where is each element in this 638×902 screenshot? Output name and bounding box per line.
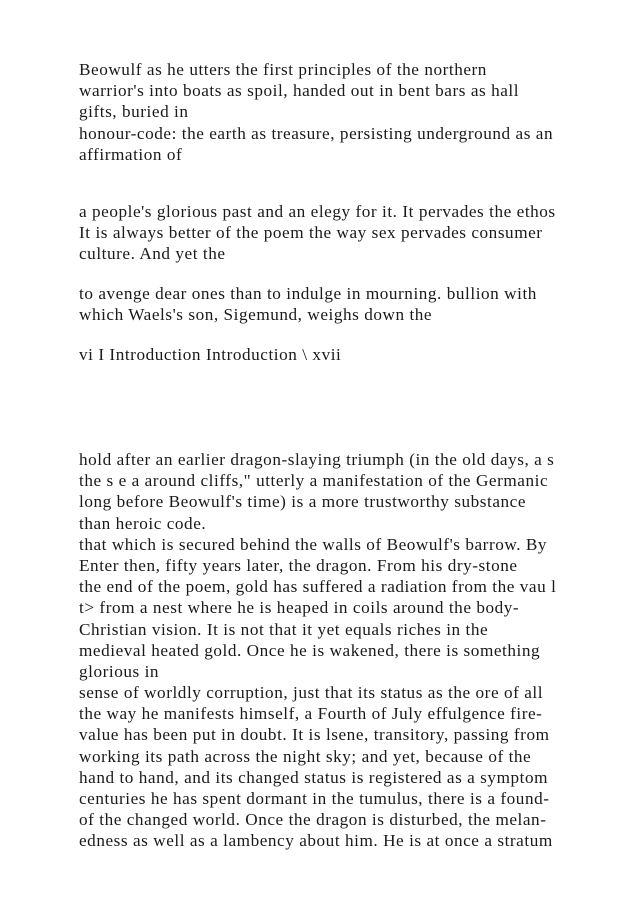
text-line: long before Beowulf's time) is a more trustworthy substance — [79, 492, 526, 512]
text-line: t> from a nest where he is heaped in coils around the body- — [79, 598, 520, 618]
text-line: Christian vision. It is not that it yet equals riches in the — [79, 619, 489, 639]
text-line: It is always better of the poem the way sex pervades consumer — [79, 223, 543, 243]
text-line: vi I Introduction Introduction \ xvii — [79, 345, 342, 364]
text-line: that which is secured behind the walls of Beowulf's barrow. By — [79, 534, 548, 554]
text-line: hand to hand, and its changed status is registered as a symptom — [79, 767, 549, 787]
text-line: edness as well as a lambency about him. He is at once a stratum — [79, 831, 553, 851]
text-line: value has been put in doubt. It is lsene, transitory, passing from — [79, 725, 550, 745]
text-line: sense of worldly corruption, just that its status as the ore of all — [79, 683, 544, 703]
text-line: gifts, buried in — [79, 102, 189, 122]
text-line: the end of the poem, gold has suffered a radiation from the vau l — [79, 577, 557, 597]
text-line: the way he manifests himself, a Fourth of July effulgence fire- — [79, 704, 543, 724]
text-line: Enter then, fifty years later, the dragon. From his dry-stone — [79, 555, 518, 575]
text-line: warrior's into boats as spoil, handed out in bent bars as hall — [79, 81, 520, 101]
text-line: affirmation of — [79, 144, 183, 164]
text-line: a people's glorious past and an elegy for it. It pervades the ethos — [79, 202, 556, 221]
text-line: honour-code: the earth as treasure, persisting underground as an — [79, 123, 554, 143]
text-line: the s e a around cliffs," utterly a manifestation of the Germanic — [79, 471, 549, 491]
text-line: glorious in — [79, 661, 160, 681]
text-line: Beowulf as he utters the first principles of the northern — [79, 60, 487, 79]
text-line: medieval heated gold. Once he is wakened, there is something — [79, 640, 541, 660]
paragraph-5 — [79, 449, 579, 852]
text-line: to avenge dear ones than to indulge in mourning. bullion with — [79, 284, 537, 303]
paragraph-2 — [79, 201, 579, 265]
text-line: hold after an earlier dragon-slaying triumph (in the old days, a s — [79, 450, 555, 469]
text-line: centuries he has spent dormant in the tumulus, there is a found- — [79, 789, 550, 808]
text-line: culture. And yet the — [79, 244, 226, 264]
text-line: than heroic code. — [79, 513, 207, 533]
text-line: working its path across the night sky; and yet, because of the — [79, 746, 532, 766]
page-header-line — [79, 344, 579, 365]
text-line: which Waels's son, Sigemund, weighs down the — [79, 305, 433, 325]
paragraph-1 — [79, 59, 579, 165]
text-line: of the changed world. Once the dragon is disturbed, the melan- — [79, 810, 547, 830]
paragraph-3 — [79, 283, 579, 325]
